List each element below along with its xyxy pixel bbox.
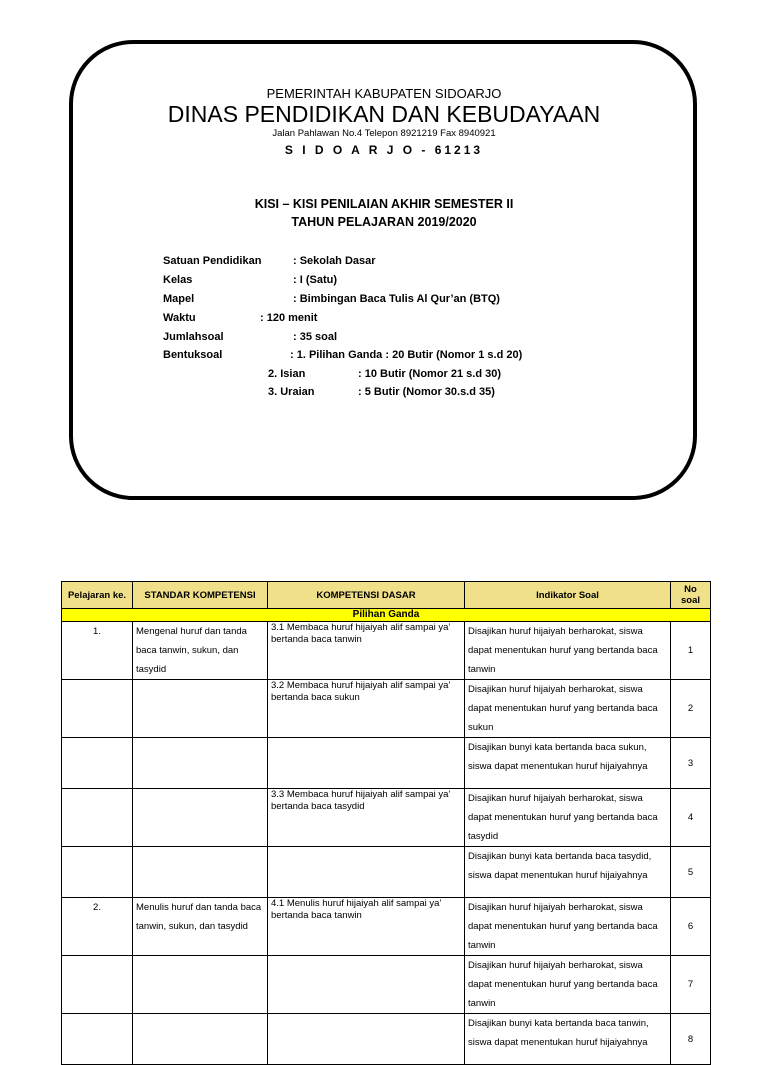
cell-kompetensi-dasar — [268, 680, 465, 738]
table-header-row — [62, 582, 711, 609]
table-row — [62, 789, 711, 847]
kd-text: 3.3 Membaca huruf hijaiyah alif sampai ya’ bertanda baca tasydid — [271, 789, 451, 812]
cell-kompetensi-dasar — [268, 789, 465, 847]
cell-pelajaran — [62, 956, 133, 1014]
info-jumlah-value: : 35 soal — [293, 331, 338, 343]
cell-no-soal: 2 — [671, 680, 711, 738]
cell-pelajaran — [62, 1014, 133, 1065]
table-row — [62, 680, 711, 738]
cell-pelajaran — [62, 789, 133, 847]
cell-indikator-soal: Disajikan huruf hijaiyah berharokat, siswa dapat menentukan huruf yang bertanda baca tasydid — [465, 789, 671, 847]
info-jumlah-label: Jumlahsoal — [163, 331, 224, 343]
cell-standar-kompetensi: Mengenal huruf dan tanda baca tanwin, sukun, dan tasydid — [133, 622, 268, 680]
cell-pelajaran — [62, 680, 133, 738]
cell-pelajaran: 2. — [62, 898, 133, 956]
city-postcode: S I D O A R J O - 61213 — [284, 143, 484, 157]
department-address: Jalan Pahlawan No.4 Telepon 8921219 Fax 8940921 — [272, 128, 496, 139]
table-row — [62, 1014, 711, 1065]
cell-standar-kompetensi — [133, 847, 268, 898]
table-row — [62, 847, 711, 898]
cell-standar-kompetensi — [133, 680, 268, 738]
cell-indikator-soal: Disajikan huruf hijaiyah berharokat, siswa dapat menentukan huruf yang bertanda baca sukun — [465, 680, 671, 738]
header-no-soal: No soal — [671, 582, 711, 609]
cell-no-soal: 3 — [671, 738, 711, 789]
cell-no-soal: 1 — [671, 622, 711, 680]
cell-kompetensi-dasar — [268, 1014, 465, 1065]
cell-indikator-soal: Disajikan bunyi kata bertanda baca sukun, siswa dapat menentukan huruf hijaiyahnya — [465, 738, 671, 789]
section-pilihan-ganda: Pilihan Ganda — [62, 609, 711, 622]
cell-kompetensi-dasar — [268, 956, 465, 1014]
cell-no-soal: 7 — [671, 956, 711, 1014]
table-row — [62, 622, 711, 680]
info-satuan-label: Satuan Pendidikan — [163, 255, 262, 267]
section-row — [62, 609, 711, 622]
kd-text: 3.1 Membaca huruf hijaiyah alif sampai ya’ bertanda baca tanwin — [271, 622, 451, 645]
document-title: KISI – KISI PENILAIAN AKHIR SEMESTER II — [254, 197, 514, 211]
cell-indikator-soal: Disajikan huruf hijaiyah berharokat, siswa dapat menentukan huruf yang bertanda baca tanwin — [465, 622, 671, 680]
cell-kompetensi-dasar — [268, 898, 465, 956]
table-row — [62, 898, 711, 956]
info-waktu-value: : 120 menit — [260, 312, 318, 324]
table-row — [62, 956, 711, 1014]
info-mapel-value: : Bimbingan Baca Tulis Al Qur’an (BTQ) — [293, 293, 500, 305]
cell-no-soal: 5 — [671, 847, 711, 898]
department-name: DINAS PENDIDIKAN DAN KEBUDAYAAN — [167, 101, 601, 127]
header-pelajaran: Pelajaran ke. — [62, 582, 133, 609]
info-isian-label: 2. Isian — [268, 368, 306, 380]
header-kompetensi-dasar: KOMPETENSI DASAR — [268, 582, 465, 609]
info-kelas-value: : I (Satu) — [293, 274, 337, 286]
kd-text: 3.2 Membaca huruf hijaiyah alif sampai ya’ bertanda baca sukun — [271, 680, 451, 703]
info-mapel-label: Mapel — [163, 293, 195, 305]
government-name: PEMERINTAH KABUPATEN SIDOARJO — [266, 86, 502, 101]
table-row — [62, 738, 711, 789]
cell-no-soal: 8 — [671, 1014, 711, 1065]
cell-standar-kompetensi — [133, 956, 268, 1014]
cell-no-soal: 4 — [671, 789, 711, 847]
academic-year: TAHUN PELAJARAN 2019/2020 — [291, 215, 477, 229]
cell-kompetensi-dasar — [268, 738, 465, 789]
cell-indikator-soal: Disajikan huruf hijaiyah berharokat, siswa dapat menentukan huruf yang bertanda baca tanwin — [465, 956, 671, 1014]
cell-standar-kompetensi — [133, 738, 268, 789]
cell-standar-kompetensi: Menulis huruf dan tanda baca tanwin, sukun, dan tasydid — [133, 898, 268, 956]
cell-kompetensi-dasar — [268, 847, 465, 898]
info-satuan-value: : Sekolah Dasar — [293, 255, 376, 267]
info-uraian-value: : 5 Butir (Nomor 30.s.d 35) — [358, 386, 495, 398]
info-waktu-label: Waktu — [163, 312, 196, 324]
cell-indikator-soal: Disajikan bunyi kata bertanda baca tanwin, siswa dapat menentukan huruf hijaiyahnya — [465, 1014, 671, 1065]
kd-text: 4.1 Menulis huruf hijaiyah alif sampai ya’ bertanda baca tanwin — [271, 898, 442, 921]
header-indikator-soal: Indikator Soal — [465, 582, 671, 609]
cell-indikator-soal: Disajikan huruf hijaiyah berharokat, siswa dapat menentukan huruf yang bertanda baca tanwin — [465, 898, 671, 956]
cell-standar-kompetensi — [133, 789, 268, 847]
cell-standar-kompetensi — [133, 1014, 268, 1065]
cell-pelajaran — [62, 847, 133, 898]
cell-pelajaran — [62, 738, 133, 789]
header-standar-kompetensi: STANDAR KOMPETENSI — [133, 582, 268, 609]
cell-kompetensi-dasar — [268, 622, 465, 680]
info-bentuk-value: : 1. Pilihan Ganda : 20 Butir (Nomor 1 s.d 20) — [290, 349, 523, 361]
info-isian-value: : 10 Butir (Nomor 21 s.d 30) — [358, 368, 502, 380]
kisi-table — [61, 581, 711, 1065]
info-bentuk-label: Bentuksoal — [163, 349, 223, 361]
cell-indikator-soal: Disajikan bunyi kata bertanda baca tasydid, siswa dapat menentukan huruf hijaiyahnya — [465, 847, 671, 898]
cell-no-soal: 6 — [671, 898, 711, 956]
cell-pelajaran: 1. — [62, 622, 133, 680]
info-kelas-label: Kelas — [163, 274, 193, 286]
info-uraian-label: 3. Uraian — [268, 386, 315, 398]
